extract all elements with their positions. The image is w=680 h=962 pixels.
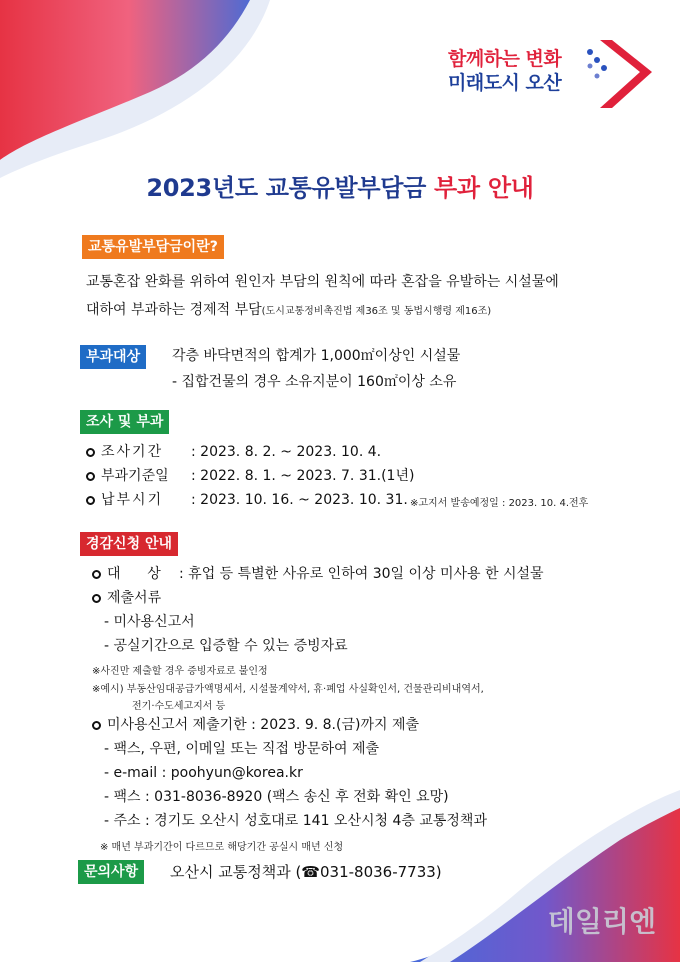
bullet-icon (86, 472, 95, 481)
logo-arrow-icon (587, 40, 652, 108)
reduction-docs-title (92, 589, 161, 607)
doc-item: - 미사용신고서 (104, 614, 195, 630)
survey-value: : 2022. 8. 1. ~ 2023. 7. 31.(1년) (191, 468, 415, 484)
doc-item: - 공실기간으로 입증할 수 있는 증빙자료 (104, 638, 348, 654)
definition-line2 (86, 301, 491, 321)
survey-label: 조사 및 부과 (80, 410, 169, 434)
reduction-target-value: : 휴업 등 특별한 사유로 인하여 30일 이상 미사용 한 시설물 (179, 566, 544, 582)
logo-slogan-line1: 함께하는 변화 (448, 48, 562, 70)
target-line1: 각층 바닥면적의 합계가 1,000㎡이상인 시설물 (172, 348, 461, 364)
survey-value: : 2023. 8. 2. ~ 2023. 10. 4. (191, 444, 382, 460)
deadline-text: 미사용신고서 제출기한 : 2023. 9. 8.(금)까지 제출 (107, 717, 419, 733)
definition-label: 교통유발부담금이란? (82, 235, 224, 259)
contact-text: 오산시 교통정책과 (☎031-8036-7733) (170, 863, 442, 881)
method-item: - 주소 : 경기도 오산시 성호대로 141 오산시청 4층 교통정책과 (104, 813, 487, 829)
survey-key: 조사기간 (101, 444, 164, 460)
bullet-icon (92, 594, 101, 603)
reduction-note3: 전기·수도세고지서 등 (132, 701, 226, 712)
reduction-note2: ※예시) 부동산임대공급가액명세서, 시설물계약서, 휴·폐업 사실확인서, 건물관리비내역서, (92, 684, 484, 695)
title-main: 2023년도 교통유발부담금 (146, 174, 426, 202)
reduction-note1: ※사진만 제출할 경우 증빙자료로 불인정 (92, 666, 268, 677)
watermark: 데일리엔 (547, 905, 656, 938)
survey-key: 부과기준일 (101, 468, 169, 484)
bullet-icon (86, 448, 95, 457)
method-item: - e-mail : poohyun@korea.kr (104, 765, 303, 781)
title-accent: 부과 안내 (434, 174, 534, 202)
page-title (0, 168, 680, 203)
target-label: 부과대상 (80, 345, 146, 369)
logo-slogan-line2: 미래도시 오산 (448, 72, 562, 94)
bullet-icon (86, 496, 95, 505)
reduction-label: 경감신청 안내 (80, 532, 178, 556)
reduction-target (92, 565, 544, 583)
survey-value: : 2023. 10. 16. ~ 2023. 10. 31. (191, 492, 408, 508)
reduction-deadline (92, 716, 419, 734)
survey-note: ※고지서 발송예정일 : 2023. 10. 4.전후 (410, 498, 589, 509)
survey-item (86, 491, 408, 509)
reduction-footnote: ※ 매년 부과기간이 다르므로 해당기간 공실시 매년 신청 (100, 842, 344, 853)
survey-item (86, 467, 414, 485)
definition-text: 대하여 부과하는 경제적 부담 (86, 302, 262, 318)
definition-law: (도시교통정비촉진법 제36조 및 동법시행령 제16조) (261, 306, 492, 317)
bullet-icon (92, 570, 101, 579)
reduction-target-key: 대 상 (107, 566, 161, 582)
contact-label: 문의사항 (78, 860, 144, 884)
survey-item (86, 443, 381, 461)
bullet-icon (92, 721, 101, 730)
survey-key: 납부시기 (101, 492, 164, 508)
docs-title-text: 제출서류 (107, 590, 162, 606)
method-item: - 팩스 : 031-8036-8920 (팩스 송신 후 전화 확인 요망) (104, 789, 449, 805)
method-item: - 팩스, 우편, 이메일 또는 직접 방문하여 제출 (104, 741, 380, 757)
target-line2: - 집합건물의 경우 소유지분이 160㎡이상 소유 (172, 374, 457, 390)
definition-line1: 교통혼잡 완화를 위하여 원인자 부담의 원칙에 따라 혼잡을 유발하는 시설물에 (86, 274, 559, 290)
